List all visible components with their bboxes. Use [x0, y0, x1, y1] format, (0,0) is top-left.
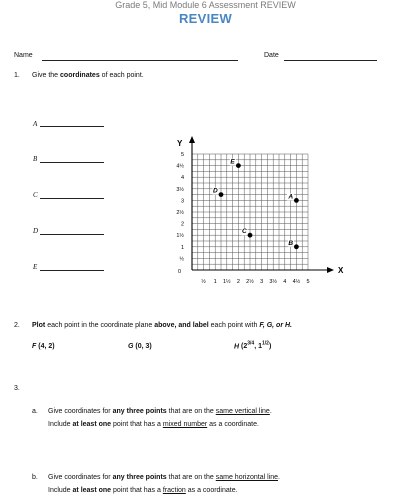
point-c	[248, 233, 253, 238]
date-field[interactable]	[284, 60, 377, 61]
name-field[interactable]	[42, 60, 238, 61]
y-tick-label: 3½	[176, 186, 184, 193]
point-label-b: B	[288, 239, 294, 247]
y-tick-label: 1	[180, 244, 184, 251]
point-a	[294, 198, 299, 203]
question-3-number: 3.	[14, 385, 20, 392]
question-3b-letter: b.	[32, 474, 38, 481]
answer-line-e[interactable]	[40, 270, 104, 271]
point-label-e: E	[230, 158, 235, 166]
x-tick-label: 3	[260, 279, 264, 285]
x-tick-label: 1	[213, 279, 217, 285]
question-2-number: 2.	[14, 322, 20, 329]
point-h: H ($2^{3/4}$, $1^{1/2}$)	[234, 341, 272, 351]
point-d	[219, 192, 224, 197]
point-b	[294, 244, 299, 249]
x-tick-label: 4	[283, 279, 287, 285]
date-label: Date	[264, 52, 279, 59]
y-axis-arrow-icon	[189, 136, 195, 143]
worksheet-subtitle: REVIEW	[178, 11, 233, 26]
x-tick-label: 4½	[292, 279, 301, 285]
y-tick-label: 2	[180, 221, 184, 228]
question-3a-letter: a.	[32, 408, 38, 415]
x-tick-label: 3½	[269, 279, 278, 285]
tick-labels	[176, 152, 309, 285]
name-label: Name	[14, 52, 33, 59]
question-3b-line-2: Include at least one point that has a fraction as a coordinate.	[48, 487, 238, 494]
axes	[177, 136, 344, 275]
question-1-number: 1.	[14, 72, 20, 79]
x-tick-label: ½	[201, 279, 206, 285]
grid-lines	[192, 154, 308, 270]
y-axis-label: Y	[177, 139, 183, 148]
point-label-d: D	[213, 187, 218, 195]
answer-line-d[interactable]	[40, 234, 104, 235]
x-axis-label: X	[338, 266, 344, 275]
question-2-prompt: Plot each point in the coordinate plane above, and label each point with F, G, or H.	[32, 322, 292, 329]
x-tick-label: 1½	[222, 279, 231, 285]
question-1-prompt: Give the coordinates of each point.	[32, 72, 144, 79]
x-tick-label: 2½	[246, 279, 254, 285]
x-axis-arrow-icon	[327, 267, 334, 273]
x-tick-label: 2	[236, 279, 240, 285]
x-tick-label: 5	[306, 279, 310, 285]
y-tick-label: 3	[180, 198, 184, 205]
y-tick-label: 4½	[176, 163, 184, 170]
answer-label-c: C	[33, 191, 38, 199]
worksheet-title: Grade 5, Mid Module 6 Assessment REVIEW	[115, 0, 296, 10]
question-3a-line-2: Include at least one point that has a mixed number as a coordinate.	[48, 421, 259, 428]
answer-line-a[interactable]	[40, 126, 104, 127]
answer-line-b[interactable]	[40, 162, 104, 163]
y-tick-label: 1½	[176, 233, 184, 240]
point-label-c: C	[242, 228, 247, 236]
y-tick-label: 2½	[176, 210, 184, 216]
y-tick-label: 4	[180, 175, 184, 182]
y-tick-label: ½	[179, 256, 184, 263]
point-f: F (4, 2)	[32, 343, 55, 350]
point-label-a: A	[288, 193, 294, 201]
y-tick-label: 5	[180, 152, 184, 158]
origin-label: 0	[178, 269, 182, 275]
answer-label-e: E	[33, 263, 38, 271]
answer-label-d: D	[33, 227, 39, 235]
point-g: G (0, 3)	[128, 343, 152, 350]
answer-label-a: A	[33, 120, 38, 128]
question-3a-line-1: Give coordinates for any three points that are on the same vertical line.	[48, 408, 272, 415]
answer-label-b: B	[33, 155, 38, 163]
answer-line-c[interactable]	[40, 198, 104, 199]
question-3b-line-1: Give coordinates for any three points that are on the same horizontal line.	[48, 474, 280, 481]
point-e	[236, 163, 241, 168]
coordinate-plane[interactable]	[165, 82, 385, 297]
